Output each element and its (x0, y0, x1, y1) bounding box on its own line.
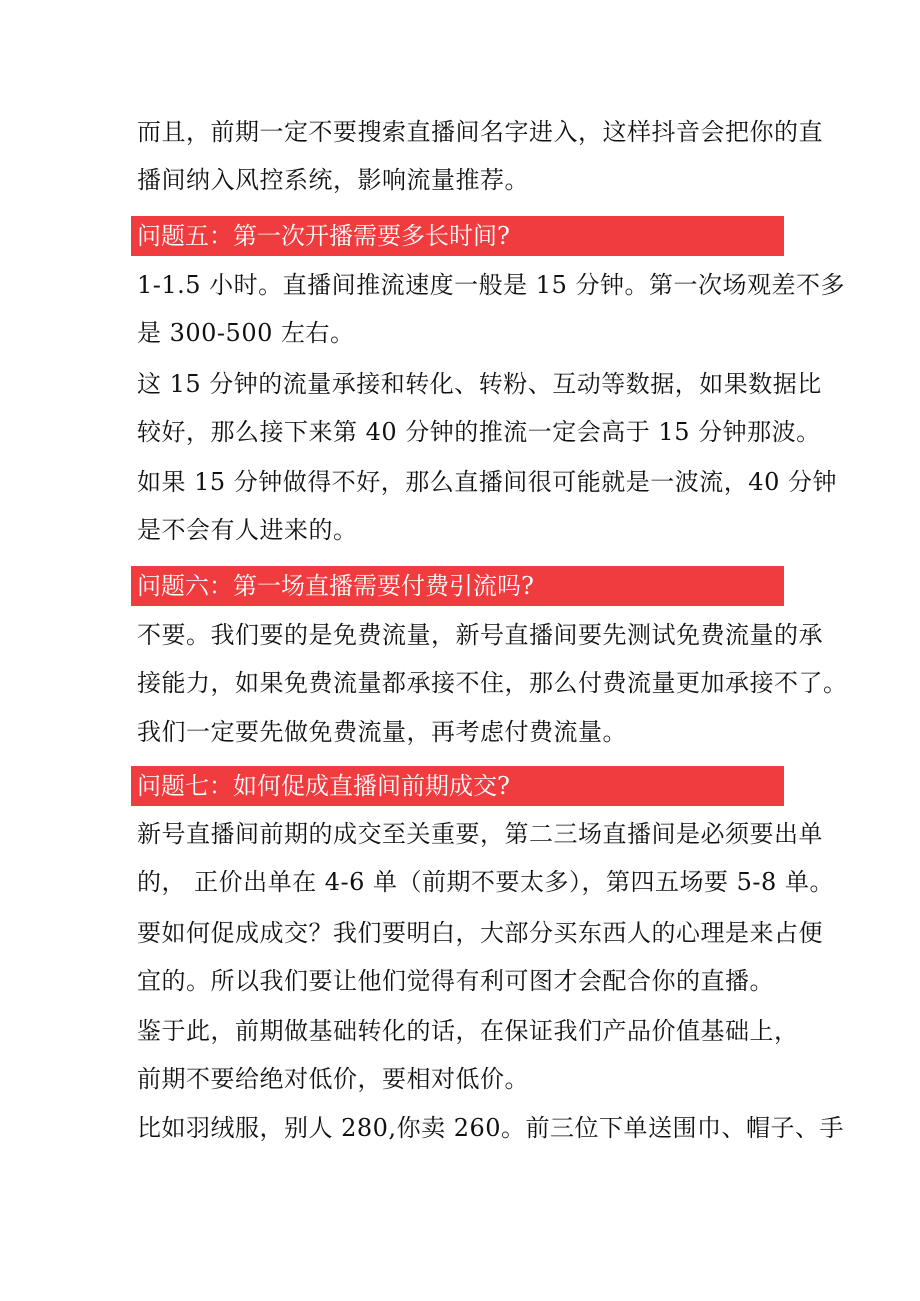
paragraph-line: 是 300-500 左右。 (137, 319, 355, 347)
section-heading-6: 问题六：第一场直播需要付费引流吗? (131, 566, 784, 606)
paragraph-line: 这 15 分钟的流量承接和转化、转粉、互动等数据，如果数据比 (137, 370, 822, 398)
paragraph-line: 如果 15 分钟做得不好，那么直播间很可能就是一波流，40 分钟 (137, 468, 837, 496)
paragraph-line: 宜的。所以我们要让他们觉得有利可图才会配合你的直播。 (137, 967, 774, 995)
paragraph-line: 接能力，如果免费流量都承接不住，那么付费流量更加承接不了。 (137, 669, 848, 697)
paragraph-line: 我们一定要先做免费流量，再考虑付费流量。 (137, 718, 627, 746)
paragraph-line: 1-1.5 小时。直播间推流速度一般是 15 分钟。第一次场观差不多 (137, 271, 845, 299)
paragraph-line: 播间纳入风控系统，影响流量推荐。 (137, 166, 529, 194)
section-heading-7: 问题七：如何促成直播间前期成交? (131, 766, 784, 806)
paragraph-line: 的， 正价出单在 4-6 单（前期不要太多），第四五场要 5-8 单。 (137, 868, 834, 896)
section-heading-5: 问题五：第一次开播需要多长时间? (131, 216, 784, 256)
paragraph-line: 较好，那么接下来第 40 分钟的推流一定会高于 15 分钟那波。 (137, 418, 821, 446)
paragraph-line: 不要。我们要的是免费流量，新号直播间要先测试免费流量的承 (137, 621, 823, 649)
paragraph-line: 要如何促成成交？我们要明白，大部分买东西人的心理是来占便 (137, 919, 823, 947)
paragraph-line: 比如羽绒服，别人 280,你卖 260。前三位下单送围巾、帽子、手 (137, 1114, 845, 1142)
paragraph-line: 是不会有人进来的。 (137, 516, 358, 544)
paragraph-line: 而且，前期一定不要搜索直播间名字进入，这样抖音会把你的直 (137, 118, 823, 146)
paragraph-line: 前期不要给绝对低价，要相对低价。 (137, 1065, 529, 1093)
paragraph-line: 鉴于此，前期做基础转化的话，在保证我们产品价值基础上， (137, 1017, 799, 1045)
paragraph-line: 新号直播间前期的成交至关重要，第二三场直播间是必须要出单 (137, 820, 823, 848)
